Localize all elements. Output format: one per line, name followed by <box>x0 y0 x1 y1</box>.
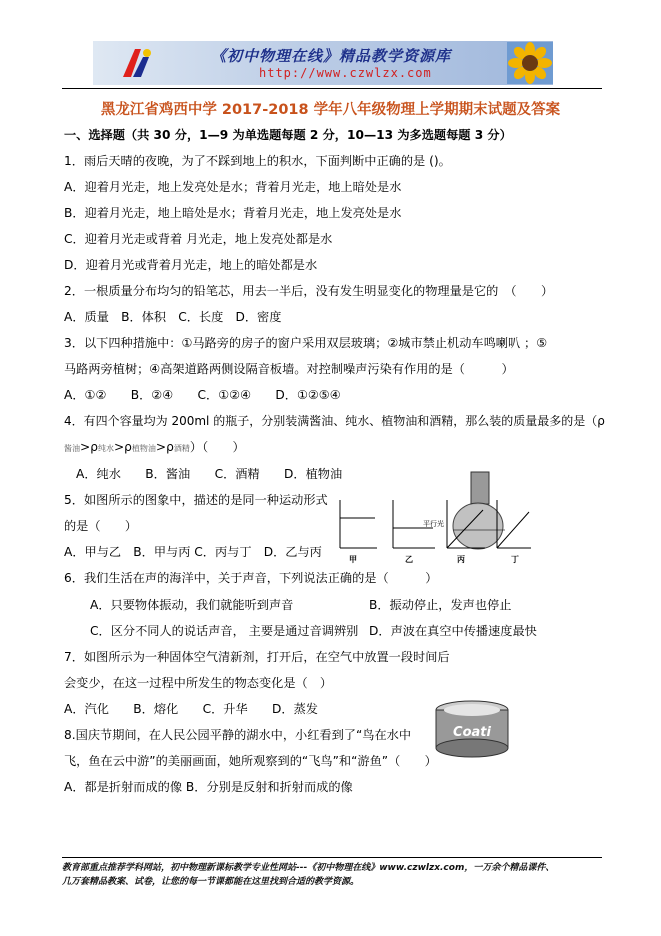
q5-stem-line1: 5．如图所示的图象中，描述的是同一种运动形式 <box>64 493 328 507</box>
q4-options: A．纯水 B．酱油 C．酒精 D．植物油 <box>76 467 343 481</box>
q8-options: A．都是折射而成的像 B．分别是反射和折射而成的像 <box>64 780 353 794</box>
q7-stem-line1: 7．如图所示为一种固体空气清新剂，打开后，在空气中放置一段时间后 <box>64 650 450 664</box>
q3-stem-line1: 3．以下四种措施中：①马路旁的房子的窗户采用双层玻璃；②城市禁止机动车鸣喇叭 ；⑤ <box>64 336 548 350</box>
q2-stem: 2．一根质量分布均匀的铅笔芯，用去一半后，没有发生明显变化的物理量是它的 （ ） <box>64 284 554 298</box>
banner-url: http://www.czwlzx.com <box>259 66 432 80</box>
q1-option-d: D．迎着月光或背着月光走，地上的暗处都是水 <box>64 258 318 272</box>
page-footer <box>62 861 602 889</box>
q3-stem-line2: 马路两旁植树；④高架道路两侧设隔音板墙。对控制噪声污染有作用的是（ ） <box>64 362 514 376</box>
q7-stem-line2: 会变少，在这一过程中所发生的物态变化是（ ） <box>64 676 333 690</box>
label-pingxingguang: 平行光 <box>423 520 444 528</box>
q1-option-c: C．迎着月光走或背着 月光走，地上发亮处都是水 <box>64 232 333 246</box>
header-banner <box>93 41 553 85</box>
label-jia: 甲 <box>349 555 357 564</box>
q7-options: A．汽化 B．熔化 C．升华 D．蒸发 <box>64 702 318 716</box>
rho-jiujing: 酒精 <box>173 444 190 453</box>
banner-title: 《初中物理在线》精品教学资源库 <box>211 47 452 65</box>
q8-stem-line2: 飞，鱼在云中游”的美丽画面，她所观察到的“飞鸟”和“游鱼”（ ） <box>64 754 437 768</box>
q5-options: A．甲与乙 B．甲与丙 C．丙与丁 D．乙与丙 <box>64 545 322 559</box>
q1-option-b: B．迎着月光走，地上暗处是水；背着月光走，地上发亮处是水 <box>64 206 402 220</box>
label-bing: 丙 <box>457 555 465 564</box>
footer-line1: 教育部重点推荐学科网站，初中物理新课标教学专业性网站---《初中物理在线》www.czwlzx.com，一万余个精品课件、 <box>62 863 555 873</box>
rho-chunshui: 纯水 <box>97 444 114 453</box>
header-rule <box>62 88 602 89</box>
q6-option-d: D．声波在真空中传播速度最快 <box>369 624 537 638</box>
graph-jia <box>340 500 377 548</box>
section-heading: 一、选择题（共 30 分，1—9 为单选题每题 2 分，10—13 为多选题每题 3 分） <box>64 128 512 142</box>
air-freshener-can-image <box>432 700 512 760</box>
q1-option-a: A．迎着月光走，地上发亮处是水；背着月光走，地上暗处是水 <box>64 180 402 194</box>
rho-jiangyou: 酱油 <box>64 444 80 453</box>
q4-stem-line1: 4．有四个容量均为 200ml 的瓶子，分别装满酱油、纯水、植物油和酒精，那么装的质量最多的是（ρ <box>64 414 605 428</box>
sunflower-icon <box>507 42 553 84</box>
q3-options: A．①② B．②④ C．①②④ D．①②⑤④ <box>64 388 341 402</box>
footer-line2: 几万套精品教案、试卷，让您的每一节课都能在这里找到合适的教学资源。 <box>62 877 360 887</box>
label-yi: 乙 <box>405 555 413 564</box>
q2-options: A．质量 B．体积 C．长度 D．密度 <box>64 310 282 324</box>
label-ding: 丁 <box>511 555 519 564</box>
rho-zhiwuyou: 植物油 <box>131 444 156 453</box>
q6-option-b: B．振动停止，发声也停止 <box>369 598 512 612</box>
footer-rule <box>62 857 602 858</box>
q6-option-c: C．区分不同人的说话声音， 主要是通过音调辨别 <box>90 624 359 638</box>
q5-motion-graphs <box>335 470 535 570</box>
q6-option-a: A．只要物体振动，我们就能听到声音 <box>90 598 294 612</box>
document-title: 黑龙江省鸡西中学 2017-2018 学年八年级物理上学期期末试题及答案 <box>100 102 561 118</box>
can-label: Coati <box>453 725 491 740</box>
site-logo-icon <box>119 45 155 81</box>
q4-density-order: 酱油>ρ纯水>ρ植物油>ρ酒精）（ ） <box>64 440 245 454</box>
q1-stem: 1．雨后天晴的夜晚，为了不踩到地上的积水，下面判断中正确的是 ()。 <box>64 154 451 168</box>
q8-stem-line1: 8.国庆节期间，在人民公园平静的湖水中，小红看到了“鸟在水中 <box>64 728 412 742</box>
q5-stem-line2: 的是（ ） <box>64 519 138 533</box>
q6-stem: 6．我们生活在声的海洋中，关于声音，下列说法正确的是（ ） <box>64 571 438 585</box>
